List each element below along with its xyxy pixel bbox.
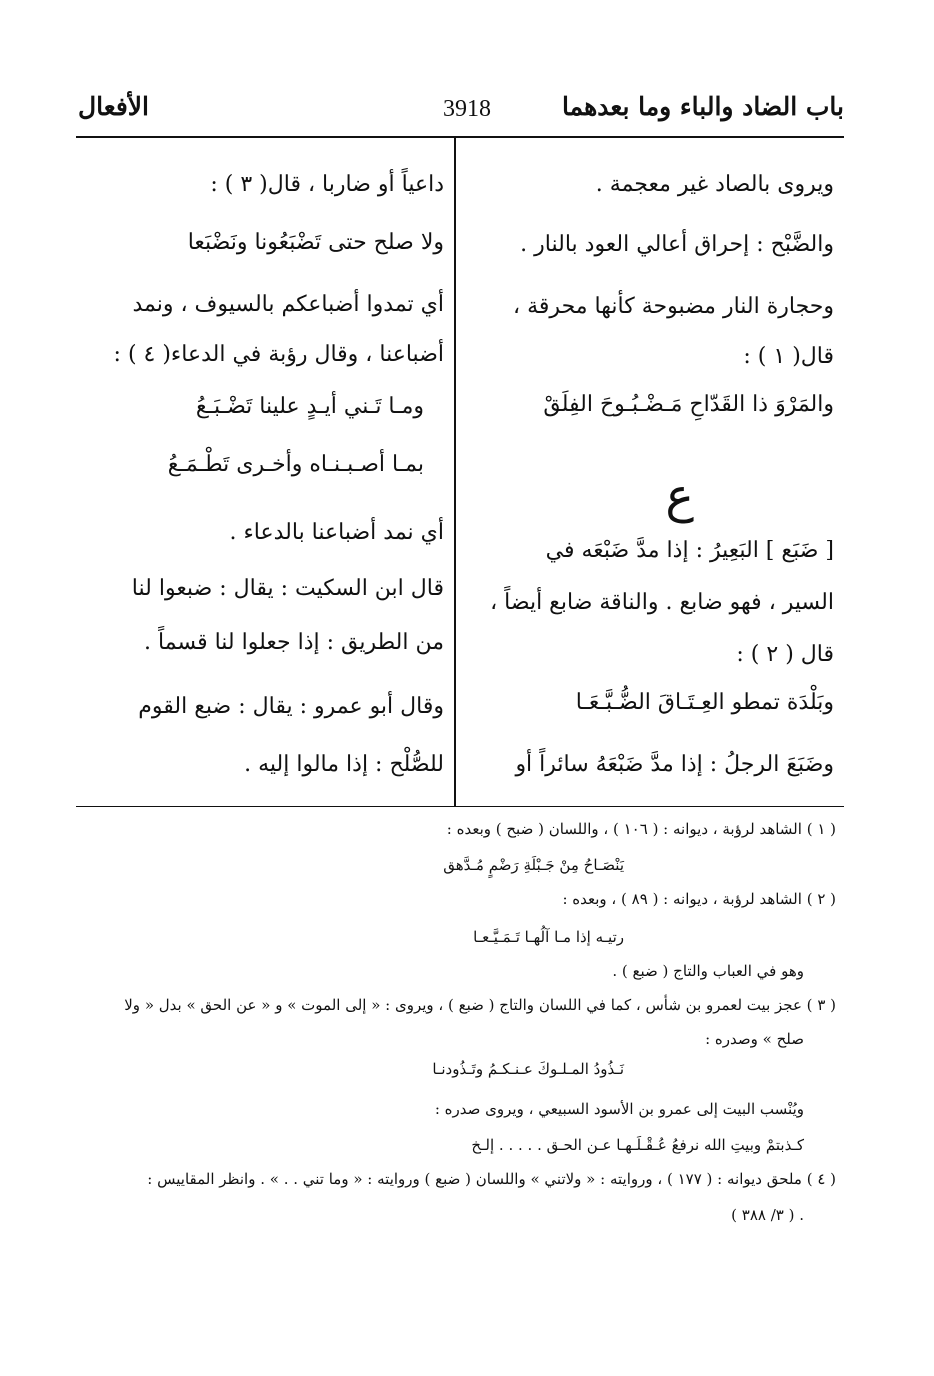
left-verse-1: ولا صلح حتى تَضْبَعُونا ونَضْبَعا xyxy=(187,230,444,255)
right-verse-1: والمَرْوَ ذا القَدّاحِ مَـضْـبُـوحَ الفِلَقْ xyxy=(543,392,834,417)
footnote-3-verse: نَـذُودُ المـلـوكَ عـنـكـمُ وتَـذُودنـا xyxy=(432,1060,624,1078)
running-head-chapter: باب الضاد والباء وما بعدهما xyxy=(562,92,844,121)
left-line-7: أي نمد أضباعنا بالدعاء . xyxy=(229,520,444,545)
footnote-4-cont: ( ٣/ ٣٨٨ ) . xyxy=(731,1206,804,1224)
right-line-10: وضَبَعَ الرجلُ : إذا مدَّ ضَبْعَهُ سائراً أو xyxy=(515,752,834,777)
right-line-2: والضَّبْح : إحراق أعالي العود بالنار . xyxy=(520,232,834,257)
section-letter: ع xyxy=(665,468,694,524)
left-line-4: أضباعنا ، وقال رؤبة في الدعاء( ٤ ) : xyxy=(113,342,444,367)
right-line-3: وحجارة النار مضبوحة كأنها محرقة ، xyxy=(513,294,834,319)
running-head-section: الأفعال xyxy=(78,92,149,121)
left-line-8: قال ابن السكيت : يقال : ضبعوا لنا xyxy=(131,576,444,601)
right-line-4: قال( ١ ) : xyxy=(743,344,834,369)
footnote-2-note: وهو في العباب والتاج ( ضبع ) . xyxy=(612,962,804,980)
left-verse-2: ومـا تَـني أيـدٍ علينا تَضْـبَـعُ xyxy=(195,394,424,419)
page-number: 3918 xyxy=(443,96,491,122)
right-line-1: ويروى بالصاد غير معجمة . xyxy=(595,172,834,197)
left-line-3: أي تمدوا أضباعكم بالسيوف ، ونمد xyxy=(132,292,444,317)
left-line-1: داعياً أو ضاربا ، قال( ٣ ) : xyxy=(210,172,444,197)
footnote-1: ( ١ ) الشاهد لرؤبة ، ديوانه : ( ١٠٦ ) ، واللسان ( ضبح ) وبعده : xyxy=(446,820,836,838)
right-line-7: السير ، فهو ضابع . والناقة ضابع أيضاً ، xyxy=(490,590,834,615)
footnote-2: ( ٢ ) الشاهد لرؤبة ، ديوانه : ( ٨٩ ) ، وبعده : xyxy=(562,890,836,908)
footnote-4: ( ٤ ) ملحق ديوانه : ( ١٧٧ ) ، وروايته : « ولاتني » واللسان ( ضبع ) وروايته : « وما تني . . » . وانظر المقاييس : xyxy=(147,1170,836,1188)
right-line-6: [ ضَبَع ] البَعِيرُ : إذا مدَّ ضَبْعَه في xyxy=(545,538,834,563)
left-line-10: وقال أبو عمرو : يقال : ضبع القوم xyxy=(138,694,444,719)
right-verse-2: وبَلْدَة تمطو العِـتَـاقَ الضُّـبَّـعَـا xyxy=(575,690,834,715)
footnote-3-cont: صلح » وصدره : xyxy=(705,1030,804,1048)
footnote-rule xyxy=(76,806,844,807)
footnote-3-verse-2: كـذبتمْ وبيتِ الله نرفعُ عُـقْـلَـهـا عـن الحـق . . . . . إلـخ xyxy=(471,1136,804,1154)
footnote-3: ( ٣ ) عجز بيت لعمرو بن شأس ، كما في اللسان والتاج ( ضبع ) ، ويروى : « إلى الموت » و « عن الحق » بدل « ولا xyxy=(124,996,836,1014)
footnote-1-verse: يَنْصَـاحُ مِنْ جَـبْلَةِ رَضْمٍ مُـدَّهق xyxy=(443,856,624,874)
left-verse-3: بمـا أصـبـنـاه وأخـرى تَطْـمَـعُ xyxy=(167,452,424,477)
footnote-3-note: ويُنْسب البيت إلى عمرو بن الأسود السبيعي ، ويروى صدره : xyxy=(434,1100,804,1118)
header-rule xyxy=(76,136,844,138)
right-line-8: قال ( ٢ ) : xyxy=(736,642,834,667)
left-line-9: من الطريق : إذا جعلوا لنا قسماً . xyxy=(144,630,444,655)
left-line-11: للصُّلْح : إذا مالوا إليه . xyxy=(244,752,444,777)
footnote-2-verse: رتيـه إذا مـا آلُهـا تَـمَـيَّـعـا xyxy=(473,928,624,946)
column-divider xyxy=(454,137,456,807)
